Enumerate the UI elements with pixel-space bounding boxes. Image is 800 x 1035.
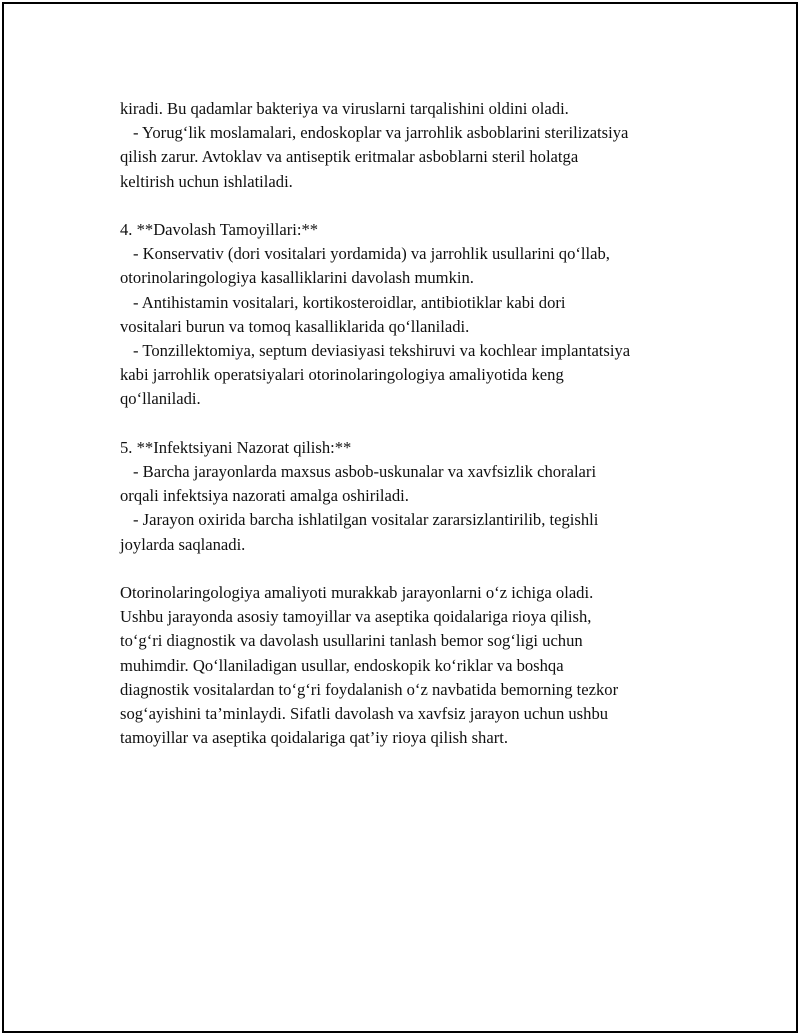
bullet-equipment: [120, 460, 710, 508]
text-line: joylarda saqlanadi.: [120, 534, 246, 554]
text-line: to‘g‘ri diagnostik va davolash usullarini tanlash bemor sog‘ligi uchun: [120, 631, 583, 651]
text-line: Otorinolaringologiya amaliyoti murakkab jarayonlarni o‘z ichiga oladi.: [120, 583, 594, 603]
conclusion-paragraph: [120, 581, 710, 750]
text-line: qilish zarur. Avtoklav va antiseptik eritmalar asboblarni steril holatga: [120, 147, 579, 167]
section-heading-infection-control: [120, 436, 710, 460]
text-line: keltirish uchun ishlatiladi.: [120, 171, 293, 191]
text-line: otorinolaringologiya kasalliklarini davolash mumkin.: [120, 268, 474, 288]
text-line: orqali infektsiya nazorati amalga oshiriladi.: [120, 486, 409, 506]
text-line: tamoyillar va aseptika qoidalariga qat’iy rioya qilish shart.: [120, 728, 508, 748]
paragraph-gap: [120, 194, 710, 218]
text-line: - Jarayon oxirida barcha ishlatilgan vositalar zararsizlantirilib, tegishli: [133, 510, 599, 530]
bullet-disinfection: [120, 508, 710, 556]
text-line: 5. **Infektsiyani Nazorat qilish:**: [120, 437, 352, 457]
text-line: kiradi. Bu qadamlar bakteriya va viruslarni tarqalishini oldini oladi.: [120, 99, 569, 118]
text-line: 4. **Davolash Tamoyillari:**: [120, 220, 319, 239]
section-heading-treatment: [120, 218, 710, 242]
bullet-medications: [120, 291, 710, 339]
text-line: diagnostik vositalardan to‘g‘ri foydalanish o‘z navbatida bemorning tezkor: [120, 679, 619, 699]
text-line: - Konservativ (dori vositalari yordamida) va jarrohlik usullarini qo‘llab,: [133, 244, 610, 264]
document-body: [120, 97, 710, 750]
bullet-surgery: [120, 339, 710, 412]
text-line: - Yorug‘lik moslamalari, endoskoplar va jarrohlik asboblarini sterilizatsiya: [133, 123, 629, 143]
text-line: - Antihistamin vositalari, kortikosteroidlar, antibiotiklar kabi dori: [133, 292, 566, 312]
text-line: muhimdir. Qo‘llaniladigan usullar, endoskopik ko‘riklar va boshqa: [120, 655, 564, 675]
paragraph-gap: [120, 412, 710, 436]
page-frame: [2, 2, 798, 1033]
paragraph-continuation: [120, 97, 710, 121]
bullet-conservative: [120, 242, 710, 290]
text-line: qo‘llaniladi.: [120, 389, 201, 409]
text-line: - Barcha jarayonlarda maxsus asbob-uskunalar va xavfsizlik choralari: [133, 462, 597, 482]
text-line: Ushbu jarayonda asosiy tamoyillar va aseptika qoidalariga rioya qilish,: [120, 607, 592, 627]
text-line: sog‘ayishini ta’minlaydi. Sifatli davolash va xavfsiz jarayon uchun ushbu: [120, 704, 609, 724]
text-line: vositalari burun va tomoq kasalliklarida qo‘llaniladi.: [120, 316, 470, 336]
text-line: - Tonzillektomiya, septum deviasiyasi tekshiruvi va kochlear implantatsiya: [133, 341, 631, 361]
paragraph-gap: [120, 557, 710, 581]
bullet-sterilization: [120, 121, 710, 194]
text-line: kabi jarrohlik operatsiyalari otorinolaringologiya amaliyotida keng: [120, 365, 564, 385]
